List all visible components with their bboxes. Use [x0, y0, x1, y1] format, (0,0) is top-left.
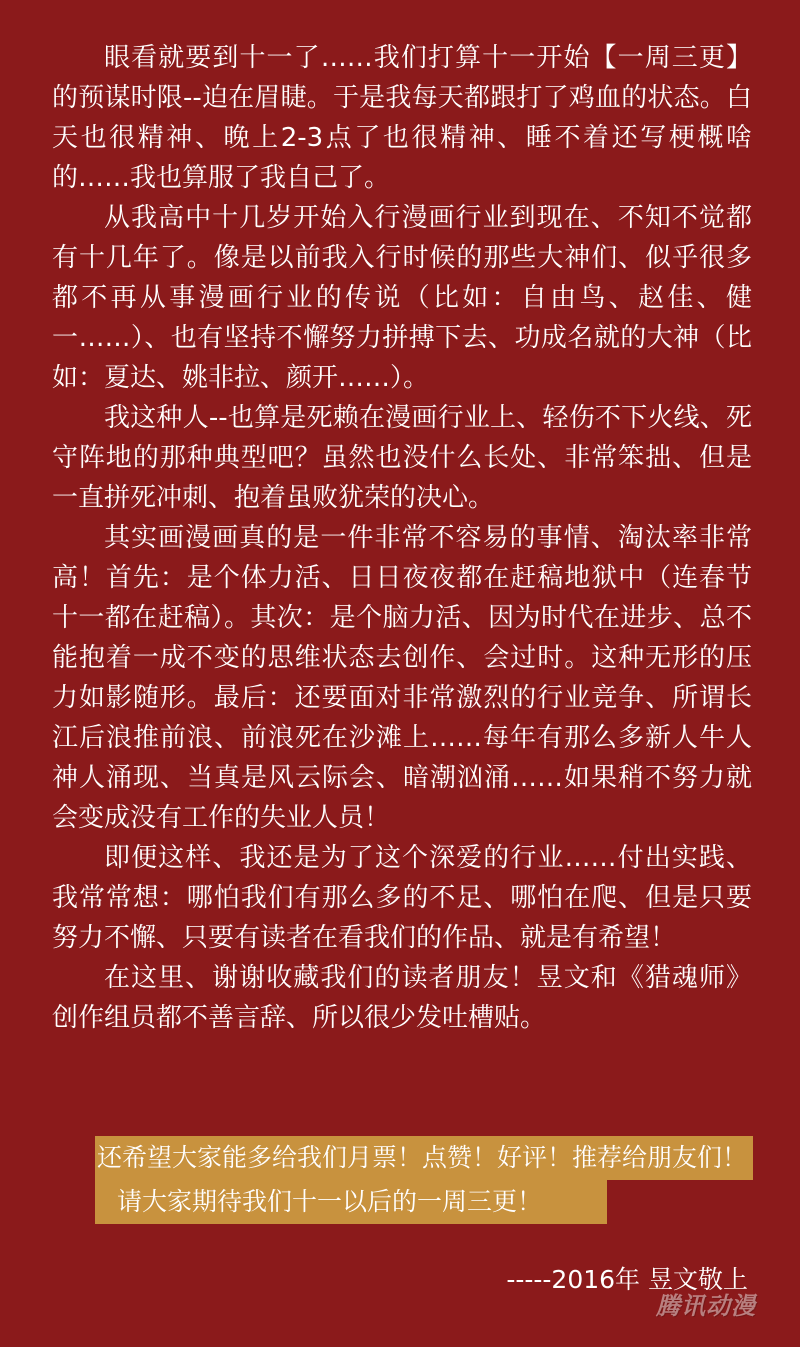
- paragraph-1: 眼看就要到十一了……我们打算十一开始【一周三更】的预谋时限--迫在眉睫。于是我每天都跟打了鸡血的状态。白天也很精神、晚上2-3点了也很精神、睡不着还写梗概啥的……我也算服了我自己了。: [52, 43, 752, 193]
- paragraph-4: 其实画漫画真的是一件非常不容易的事情、淘汰率非常高！首先：是个体力活、日日夜夜都在赶稿地狱中（连春节十一都在赶稿）。其次：是个脑力活、因为时代在进步、总不能抱着一成不变的思维状态去创作、会过时。这种无形的压力如影随形。最后：还要面对非常激烈的行业竞争、所谓长江后浪推前浪、前浪死在沙滩上……每年有那么多新人牛人神人涌现、当真是风云际会、暗潮汹涌……如果稍不努力就会变成没有工作的失业人员！: [52, 523, 752, 833]
- paragraph-6: 在这里、谢谢收藏我们的读者朋友！昱文和《猎魂师》创作组员都不善言辞、所以很少发吐槽贴。: [52, 963, 752, 1033]
- paragraph-5: 即便这样、我还是为了这个深爱的行业……付出实践、我常常想：哪怕我们有那么多的不足、哪怕在爬、但是只要努力不懈、只要有读者在看我们的作品、就是有希望！: [52, 843, 752, 953]
- paragraph-2: 从我高中十几岁开始入行漫画行业到现在、不知不觉都有十几年了。像是以前我入行时候的那些大神们、似乎很多都不再从事漫画行业的传说（比如：自由鸟、赵佳、健一……）、也有坚持不懈努力拼搏下去、功成名就的大神（比如：夏达、姚非拉、颜开……）。: [52, 203, 752, 393]
- watermark-logo: 腾讯动漫: [656, 1292, 756, 1320]
- letter-body: [52, 38, 752, 1038]
- highlight-box: [95, 1136, 755, 1224]
- paragraph-3: 我这种人--也算是死赖在漫画行业上、轻伤不下火线、死守阵地的那种典型吧？虽然也没什么长处、非常笨拙、但是一直拼死冲刺、抱着虽败犹荣的决心。: [52, 403, 752, 513]
- highlight-line-1: 还希望大家能多给我们月票！点赞！好评！推荐给朋友们！: [95, 1136, 753, 1180]
- highlight-line-2: 请大家期待我们十一以后的一周三更！: [95, 1180, 607, 1224]
- signature: -----2016年 昱文敬上: [506, 1265, 748, 1294]
